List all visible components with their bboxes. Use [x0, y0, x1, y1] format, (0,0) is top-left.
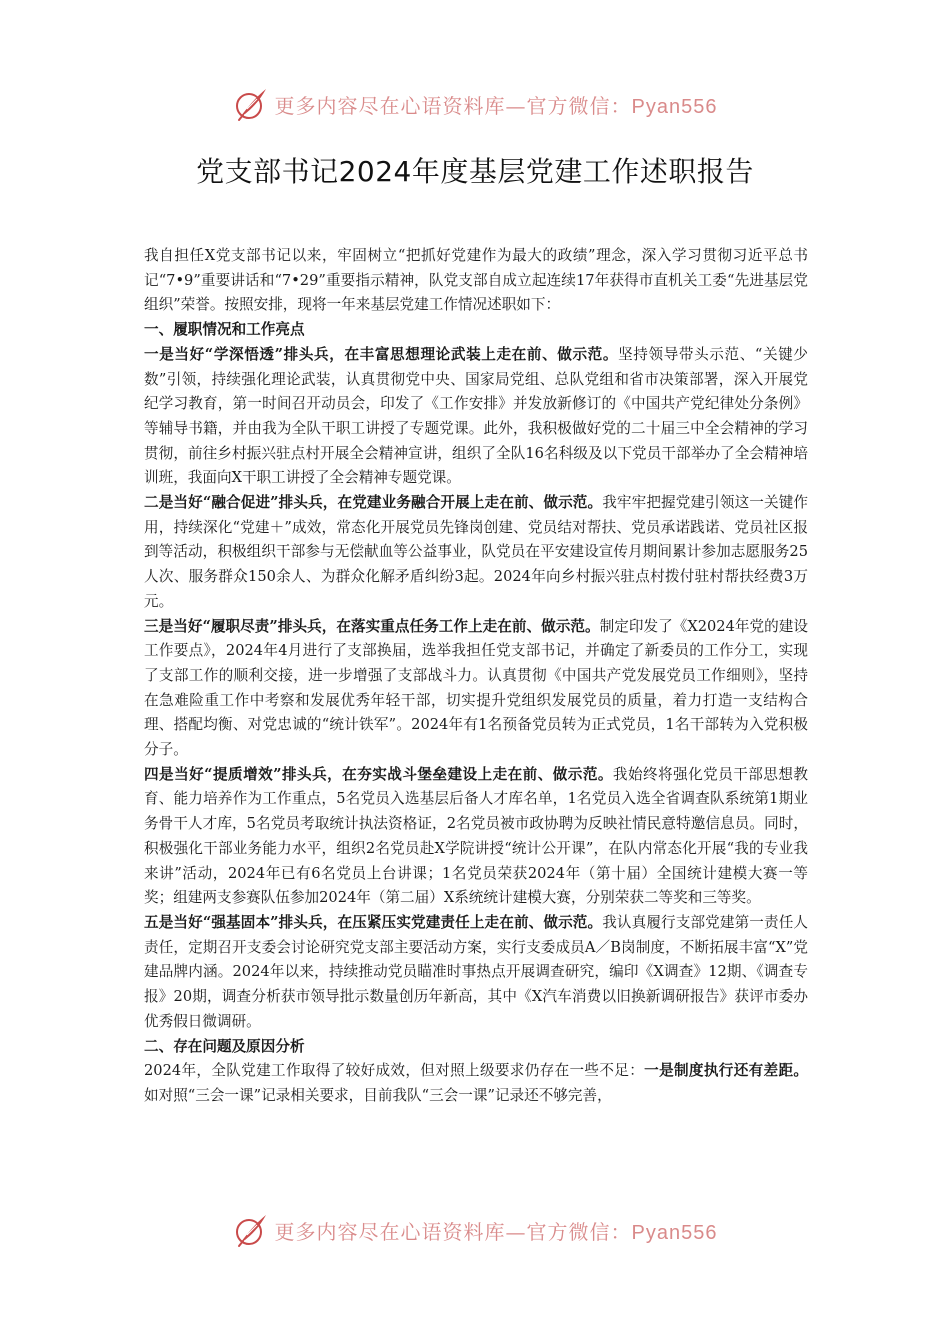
section2-intro: 2024年，全队党建工作取得了较好成效，但对照上级要求仍存在一些不足：	[144, 1062, 645, 1080]
item-lead: 五是当好“强基固本”排头兵，在压紧压实党建责任上走在前、做示范。	[144, 913, 603, 931]
list-item	[144, 343, 808, 491]
item-lead: 四是当好“提质增效”排头兵，在夯实战斗堡垒建设上走在前、做示范。	[144, 765, 613, 783]
section2-paragraph	[144, 1059, 808, 1108]
item-body: 我牢牢把握党建引领这一关键作用，持续深化“党建＋”成效，常态化开展党员先锋岗创建、党员结对帮扶、党员承诺践诺、党员社区报到等活动，积极组织干部参与无偿献血等公益事业，队党员在平安建设宣传月期间累计参加志愿服务25人次、服务群众150余人、为群众化解矛盾纠纷3起。2024年向乡村振兴驻点村拨付驻村帮扶经费3万元。	[144, 494, 808, 610]
item-lead: 三是当好“履职尽责”排头兵，在落实重点任务工作上走在前、做示范。	[144, 617, 600, 635]
item-body: 制定印发了《X2024年党的建设工作要点》，2024年4月进行了支部换届，选举我担任党支部书记，并确定了新委员的工作分工，实现了支部工作的顺利交接，进一步增强了支部战斗力。认真贯彻《中国共产党发展党员工作细则》，坚持在急难险重工作中考察和发展优秀年轻干部，切实提升党组织发展党员的质量，着力打造一支结构合理、搭配均衡、对党忠诚的“统计铁军”。2024年有1名预备党员转为正式党员，1名干部转为入党积极分子。	[144, 617, 808, 759]
list-item	[144, 491, 808, 615]
list-item	[144, 763, 808, 911]
list-item	[144, 911, 808, 1035]
section2-lead: 一是制度执行还有差距。	[644, 1062, 808, 1080]
watermark-banner-bottom	[0, 1210, 950, 1250]
section2-body: 如对照“三会一课”记录相关要求，目前我队“三会一课”记录还不够完善，	[144, 1086, 612, 1104]
item-lead: 一是当好“学深悟透”排头兵，在丰富思想理论武装上走在前、做示范。	[144, 345, 619, 363]
item-body: 坚持领导带头示范、“关键少数”引领，持续强化理论武装，认真贯彻党中央、国家局党组、总队党组和省市决策部署，深入开展党纪学习教育，第一时间召开动员会，印发了《工作安排》并发放新修订的《中国共产党纪律处分条例》等辅导书籍，并由我为全队干职工讲授了专题党课。此外，我积极做好党的二十届三中全会精神的学习贯彻，前往乡村振兴驻点村开展全会精神宣讲，组织了全队16名科级及以下党员干部举办了全会精神培训班，我面向X干职工讲授了全会精神专题党课。	[144, 345, 808, 487]
list-item	[144, 615, 808, 763]
document-body	[144, 244, 808, 1109]
quill-pen-icon	[233, 86, 269, 122]
watermark-account: Pyan556	[631, 95, 718, 118]
watermark-account: Pyan556	[631, 1221, 718, 1244]
item-body: 我始终将强化党员干部思想教育、能力培养作为工作重点，5名党员入选基层后备人才库名单，1名党员入选全省调查队系统第1期业务骨干人才库，5名党员考取统计执法资格证，2名党员被市政协聘为反映社情民意特邀信息员。同时，积极强化干部业务能力水平，组织2名党员赴X学院讲授“统计公开课”，在队内常态化开展“我的专业我来讲”活动，2024年已有6名党员上台讲课；1名党员荣获2024年（第十届）全国统计建模大赛一等奖；组建两支参赛队伍参加2024年（第二届）X系统统计建模大赛，分别荣获二等奖和三等奖。	[144, 765, 808, 907]
item-lead: 二是当好“融合促进”排头兵，在党建业务融合开展上走在前、做示范。	[144, 494, 603, 512]
intro-paragraph: 我自担任X党支部书记以来，牢固树立“把抓好党建作为最大的政绩”理念，深入学习贯彻习近平总书记“7•9”重要讲话和“7•29”重要指示精神，队党支部自成立起连续17年获得市直机关工委“先进基层党组织”荣誉。按照安排，现将一年来基层党建工作情况述职如下：	[144, 247, 808, 314]
item-body: 我认真履行支部党建第一责任人责任，定期召开支委会讨论研究党支部主要活动方案，实行支委成员A／B岗制度，不断拓展丰富“X”党建品牌内涵。2024年以来，持续推动党员瞄准时事热点开展调查研究，编印《X调查》12期、《调查专报》20期，调查分析获市领导批示数量创历年新高，其中《X汽车消费以旧换新调研报告》获评市委办优秀假日微调研。	[144, 913, 808, 1030]
watermark-text: 更多内容尽在心语资料库—官方微信：Pyan556	[274, 1219, 718, 1244]
quill-pen-icon	[233, 1212, 269, 1248]
watermark-text: 更多内容尽在心语资料库—官方微信：Pyan556	[274, 93, 718, 118]
section-heading-1: 一、履职情况和工作亮点	[144, 321, 305, 339]
section-heading-2: 二、存在问题及原因分析	[144, 1037, 305, 1055]
page-title: 党支部书记2024年度基层党建工作述职报告	[196, 155, 754, 188]
watermark-banner-top	[0, 84, 950, 124]
